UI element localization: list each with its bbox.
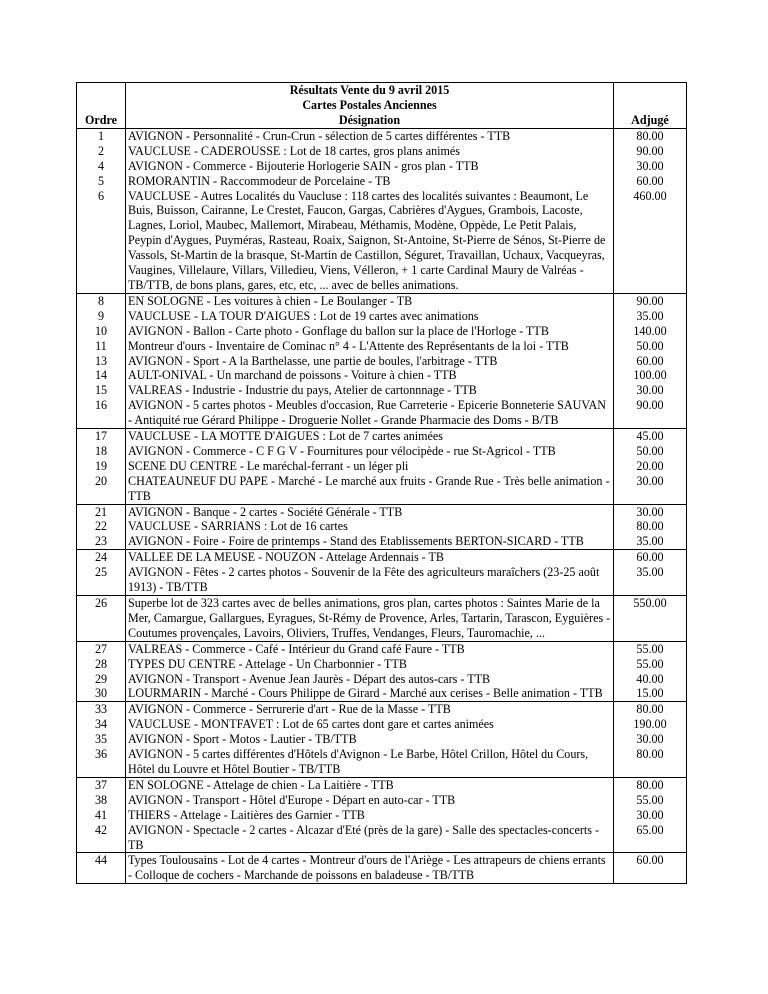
designation-cell [126,128,614,293]
table-row [77,293,687,428]
results-table [76,82,687,884]
designation-value: AVIGNON - Personnalité - Crun-Crun - sélection de 5 cartes différentes - TTB [128,128,511,143]
adjuge-value: 60.00 [636,353,664,368]
header-designation [126,83,614,129]
adjuge-value: 65.00 [636,822,664,837]
adjuge-cell [614,293,687,428]
adjuge-cell [614,429,687,505]
adjuge-value: 35.00 [636,534,664,549]
results-sheet [76,82,686,884]
ordre-value: 15 [94,383,108,398]
ordre-value: 20 [94,473,108,488]
designation-cell [126,504,614,550]
designation-value: Superbe lot de 323 cartes avec de belles animations, gros plan, cartes photos : Saintes Marie de la Mer, Camargue, Gallargues, Eyragues, St-Rémy de Provence, Arles, Tartarin, Tarascon, Eyguières - Coutumes provençales, Lavoirs, Oliviers, Truffes, Vendanges, Fleurs, Tauromachie, ... [128,596,611,640]
ordre-value: 36 [94,747,108,762]
adjuge-value: 50.00 [636,338,664,353]
ordre-value: 29 [94,671,108,686]
ordre-value: 6 [97,188,105,203]
designation-cell [126,641,614,702]
adjuge-value: 55.00 [636,792,664,807]
adjuge-cell [614,702,687,778]
designation-cell [126,853,614,884]
designation-value: AVIGNON - 5 cartes différentes d'Hôtels d'Avignon - Le Barbe, Hôtel Crillon, Hôtel du Cours, Hôtel du Louvre et Hôtel Boutier - TB/TTB [128,747,589,776]
table-row [77,128,687,293]
designation-value: VALLEE DE LA MEUSE - NOUZON - Attelage Ardennais - TB [128,550,444,565]
header-adjuge-label: Adjugé [631,113,669,127]
adjuge-value: 80.00 [636,702,664,717]
designation-value: THIERS - Attelage - Laitières des Garnier - TTB [128,807,365,822]
adjuge-cell [614,596,687,642]
ordre-value: 42 [94,822,108,837]
designation-value: VAUCLUSE - MONTFAVET : Lot de 65 cartes dont gare et cartes animées [128,717,494,732]
ordre-cell [77,429,126,505]
designation-value: TYPES DU CENTRE - Attelage - Un Charbonnier - TTB [128,656,407,671]
adjuge-cell [614,853,687,884]
ordre-value: 22 [94,519,108,534]
ordre-value: 17 [94,429,108,444]
header-designation-label: Désignation [338,112,401,127]
adjuge-value: 30.00 [636,383,664,398]
adjuge-value: 35.00 [636,308,664,323]
adjuge-value: 140.00 [633,323,667,338]
table-row [77,550,687,596]
table-row [77,429,687,505]
designation-value: AVIGNON - Sport - A la Barthelasse, une partie de boules, l'arbitrage - TTB [128,353,498,368]
designation-value: VAUCLUSE - Autres Localités du Vaucluse : 118 cartes des localités suivantes : Beaumont, Le Buis, Buisson, Cairanne, Le Crestet, Faucon, Gargas, Cabrières d'Aygues, Grambois, Lacoste, Lagnes, Loriol, Maubec, Mallemort, Mirabeau, Méthamis, Modène, Oppède, Le Petit Palais, Peypin d'Aygues, Puyméras, Rasteau, Roaix, Saignon, St-Antoine, St-Pierre de Sénos, St-Pierre de Vassols, St-Martin de la brasque, St-Martin de Castillon, Séguret, Travaillan, Uchaux, Vacqueyras, Vaugines, Villelaure, Villars, Villedieu, Viens, Vélleron, + 1 carte Cardinal Maury de Valréas - TB/TTB, de bons plans, gares, etc, etc, ... avec de belles animations. [128,188,606,292]
adjuge-value: 60.00 [636,853,664,868]
adjuge-value: 40.00 [636,671,664,686]
header-ordre-label: Ordre [84,113,118,127]
designation-cell [126,702,614,778]
ordre-value: 33 [94,702,108,717]
adjuge-value: 50.00 [636,443,664,458]
ordre-value: 18 [94,443,108,458]
designation-cell [126,596,614,642]
ordre-value: 4 [97,158,105,173]
ordre-cell [77,293,126,428]
designation-value: AVIGNON - Spectacle - 2 cartes - Alcazar d'Eté (près de la gare) - Salle des spectacles-concerts - TB [128,822,600,852]
ordre-value: 5 [97,173,105,188]
ordre-value: 44 [94,853,108,868]
adjuge-value: 30.00 [636,504,664,519]
designation-value: AVIGNON - Commerce - Bijouterie Horlogerie SAIN - gros plan - TTB [128,158,479,173]
ordre-value: 21 [94,504,108,519]
designation-value: SCENE DU CENTRE - Le maréchal-ferrant - un léger pli [128,458,409,473]
adjuge-value: 35.00 [636,565,664,580]
ordre-value: 9 [97,308,105,323]
table-row [77,596,687,642]
designation-value: AULT-ONIVAL - Un marchand de poissons - Voiture à chien - TTB [128,368,457,383]
ordre-value: 34 [94,717,108,732]
adjuge-value: 30.00 [636,732,664,747]
designation-value: AVIGNON - 5 cartes photos - Meubles d'occasion, Rue Carreterie - Epicerie Bonneterie SAUVAN - Antiquité rue Gérard Philippe - Droguerie Nollet - Grande Pharmacie des Doms - B/TB [128,398,606,428]
adjuge-cell [614,128,687,293]
designation-value: AVIGNON - Fêtes - 2 cartes photos - Souvenir de la Fête des agriculteurs maraîchers (23-25 août 1913) - TB/TTB [128,565,600,595]
table-row [77,702,687,778]
ordre-cell [77,641,126,702]
ordre-value: 11 [95,338,107,353]
ordre-value: 27 [94,641,108,656]
adjuge-value: 80.00 [636,777,664,792]
designation-value: Montreur d'ours - Inventaire de Cominac n° 4 - L'Attente des Représentants de la loi - TTB [128,338,569,353]
ordre-value: 19 [94,458,108,473]
adjuge-value: 80.00 [636,747,664,762]
ordre-value: 1 [97,128,105,143]
adjuge-value: 190.00 [633,717,667,732]
adjuge-value: 20.00 [636,458,664,473]
ordre-cell [77,596,126,642]
ordre-value: 13 [94,353,108,368]
adjuge-value: 45.00 [636,429,664,444]
designation-value: VALREAS - Industrie - Industrie du pays, Atelier de cartonnnage - TTB [128,383,477,398]
adjuge-cell [614,504,687,550]
table-row [77,777,687,853]
header-adjuge [614,83,687,129]
adjuge-value: 100.00 [633,368,667,383]
designation-value: EN SOLOGNE - Attelage de chien - La Laitière - TTB [128,777,394,792]
ordre-value: 30 [94,686,108,701]
adjuge-cell [614,550,687,596]
adjuge-value: 15.00 [636,686,664,701]
designation-value: VAUCLUSE - LA TOUR D'AIGUES : Lot de 19 cartes avec animations [128,308,479,323]
adjuge-value: 90.00 [636,143,664,158]
designation-value: Types Toulousains - Lot de 4 cartes - Montreur d'ours de l'Ariège - Les attrapeurs de chiens errants - Colloque de cochers - Marchande de poissons en baladeuse - TB/TTB [128,853,606,883]
adjuge-value: 30.00 [636,158,664,173]
adjuge-value: 90.00 [636,398,664,413]
designation-value: VALREAS - Commerce - Café - Intérieur du Grand café Faure - TTB [128,641,465,656]
adjuge-value: 55.00 [636,656,664,671]
ordre-cell [77,777,126,853]
ordre-cell [77,128,126,293]
designation-value: AVIGNON - Foire - Foire de printemps - Stand des Etablissements BERTON-SICARD - TTB [128,534,584,549]
adjuge-value: 55.00 [636,641,664,656]
designation-value: VAUCLUSE - LA MOTTE D'AIGUES : Lot de 7 cartes animées [128,429,443,444]
ordre-cell [77,853,126,884]
designation-value: EN SOLOGNE - Les voitures à chien - Le Boulanger - TB [128,293,413,308]
ordre-value: 28 [94,656,108,671]
ordre-value: 16 [94,398,108,413]
ordre-cell [77,702,126,778]
ordre-value: 26 [94,596,108,610]
designation-value: AVIGNON - Transport - Avenue Jean Jaurès - Départ des autos-cars - TTB [128,671,491,686]
adjuge-value: 90.00 [636,293,664,308]
ordre-value: 2 [97,143,105,158]
adjuge-value: 30.00 [636,473,664,488]
designation-value: AVIGNON - Transport - Hôtel d'Europe - Départ en auto-car - TTB [128,792,456,807]
designation-cell [126,777,614,853]
ordre-value: 35 [94,732,108,747]
ordre-value: 25 [94,565,108,580]
designation-value: AVIGNON - Sport - Motos - Lautier - TB/TTB [128,732,357,747]
designation-value: VAUCLUSE - CADEROUSSE : Lot de 18 cartes, gros plans animés [128,143,460,158]
ordre-value: 10 [94,323,108,338]
adjuge-value: 550.00 [633,596,667,610]
adjuge-cell [614,641,687,702]
ordre-value: 23 [94,534,108,549]
ordre-value: 14 [94,368,108,383]
document-subtitle: Cartes Postales Anciennes [302,97,437,112]
table-row [77,641,687,702]
adjuge-value: 80.00 [636,519,664,534]
ordre-value: 37 [94,777,108,792]
designation-cell [126,550,614,596]
designation-value: AVIGNON - Commerce - C F G V - Fournitures pour vélocipède - rue St-Agricol - TTB [128,443,556,458]
ordre-cell [77,504,126,550]
table-row [77,853,687,884]
adjuge-value: 60.00 [636,173,664,188]
designation-value: CHATEAUNEUF DU PAPE - Marché - Le marché aux fruits - Grande Rue - Très belle animation - TTB [128,473,610,503]
ordre-value: 8 [97,293,105,308]
designation-value: AVIGNON - Commerce - Serrurerie d'art - Rue de la Masse - TTB [128,702,451,717]
adjuge-value: 60.00 [636,550,664,565]
designation-value: ROMORANTIN - Raccommodeur de Porcelaine - TB [128,173,391,188]
table-row [77,504,687,550]
designation-value: AVIGNON - Ballon - Carte photo - Gonflage du ballon sur la place de l'Horloge - TTB [128,323,549,338]
adjuge-value: 30.00 [636,807,664,822]
designation-value: VAUCLUSE - SARRIANS : Lot de 16 cartes [128,519,348,534]
ordre-value: 38 [94,792,108,807]
ordre-cell [77,550,126,596]
header-row [77,83,687,129]
ordre-value: 24 [94,550,108,565]
designation-value: AVIGNON - Banque - 2 cartes - Société Générale - TTB [128,504,403,519]
document-title: Résultats Vente du 9 avril 2015 [289,83,450,97]
designation-cell [126,293,614,428]
adjuge-value: 460.00 [633,188,667,203]
designation-cell [126,429,614,505]
designation-value: LOURMARIN - Marché - Cours Philippe de Girard - Marché aux cerises - Belle animation - TTB [128,686,603,701]
adjuge-cell [614,777,687,853]
ordre-value: 41 [94,807,108,822]
header-ordre [77,83,126,129]
adjuge-value: 80.00 [636,128,664,143]
